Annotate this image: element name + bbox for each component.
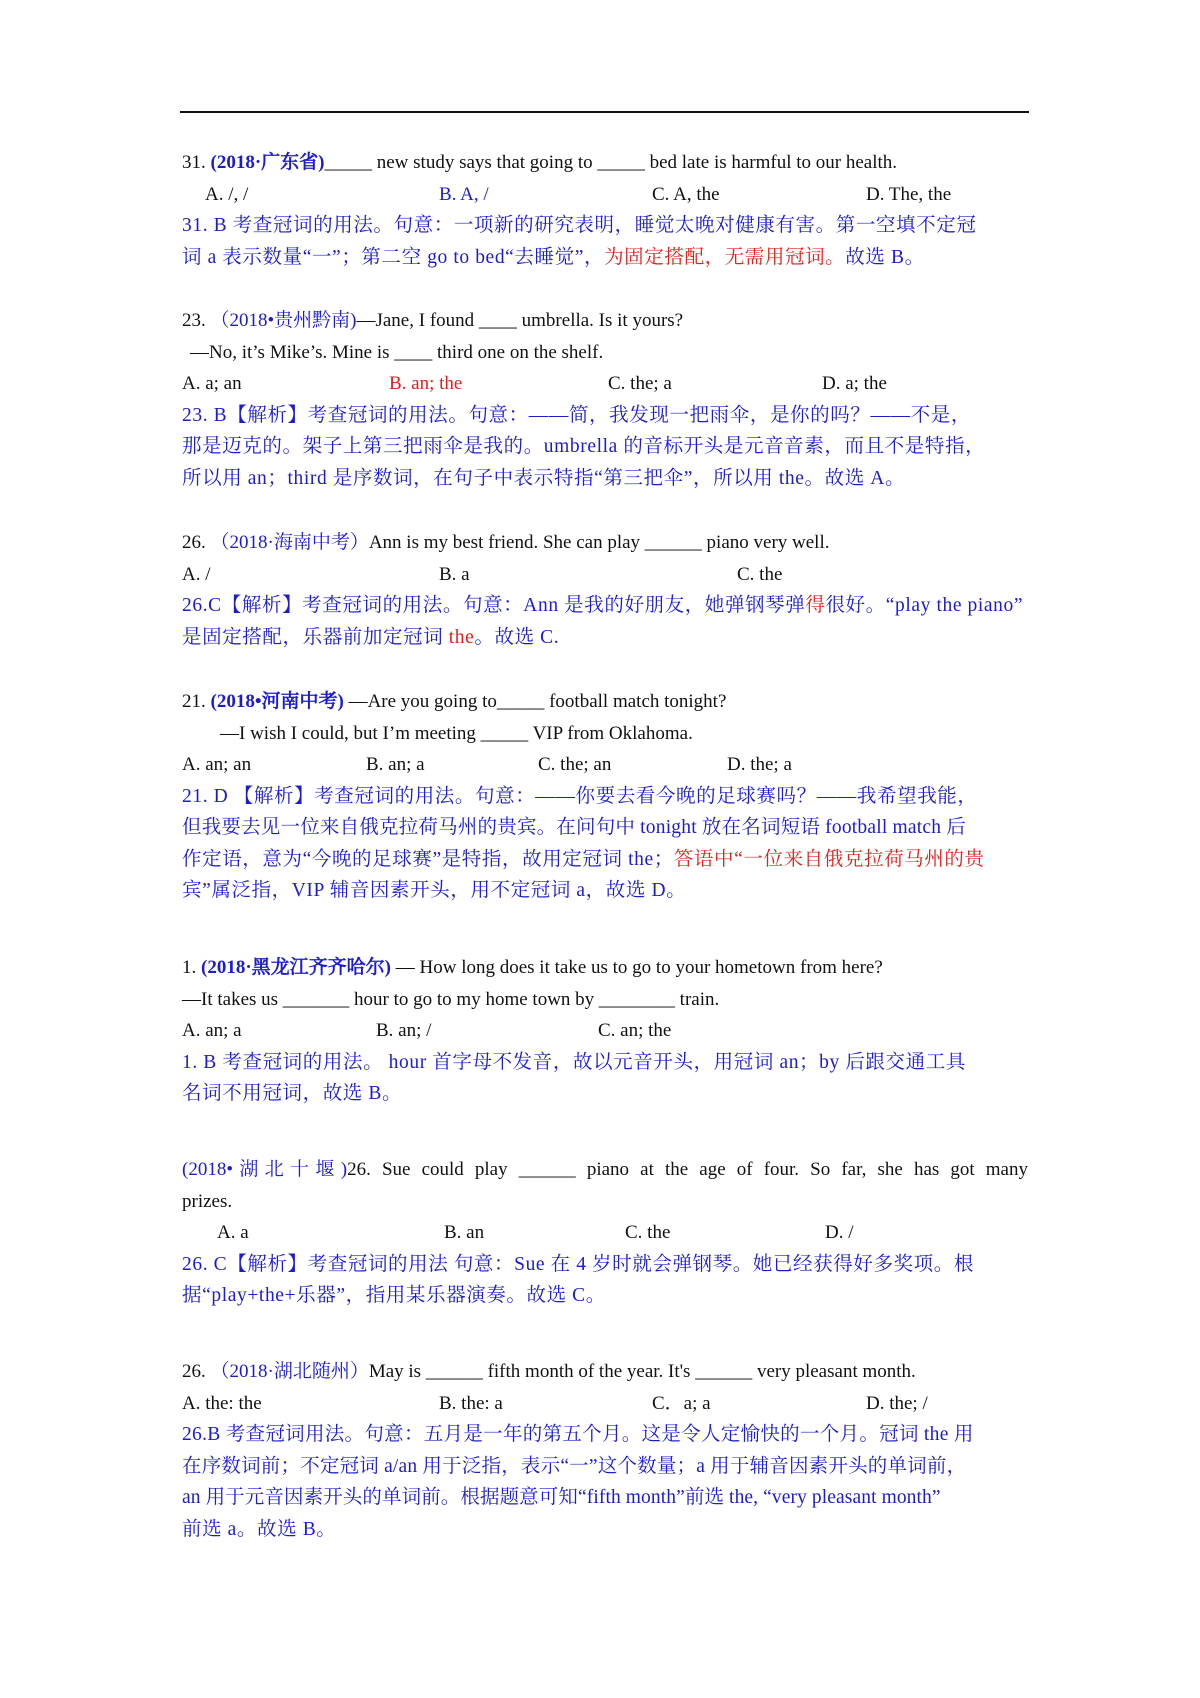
question-number: 31.: [182, 152, 206, 173]
options-row: [182, 1015, 1028, 1047]
option-c: C. the; an: [538, 754, 612, 775]
options-row: [182, 1217, 1028, 1249]
option-c: C. A, the: [652, 183, 720, 205]
answer-line: 21. D 【解析】考查冠词的用法。句意：——你要去看今晚的足球赛吗？——我希望我能，: [182, 785, 978, 807]
option-b: B. an: [444, 1222, 485, 1243]
header-rule: [180, 111, 1029, 113]
question-stem: 26. Sue could play ______ piano at the age of four. So far, she has got many: [347, 1159, 1028, 1180]
options-row: [182, 559, 1028, 591]
answer-line: 26.C【解析】考查冠词的用法。句意：Ann 是我的好朋友，她弹钢琴弹得很好。“play the piano”: [182, 595, 1024, 616]
answer-line: 26. C【解析】考查冠词的用法 句意：Sue 在 4 岁时就会弹钢琴。她已经获得好多奖项。根: [182, 1253, 974, 1275]
answer-line: 作定语，意为“今晚的足球赛”是特指，故用定冠词 the；答语中“一位来自俄克拉荷马州的贵: [182, 848, 985, 870]
answer-line: 1. B 考查冠词的用法。 hour 首字母不发音，故以元音开头，用冠词 an；by 后跟交通工具: [182, 1051, 966, 1073]
answer-line: 前选 a。故选 B。: [182, 1518, 337, 1540]
option-d: D. the; /: [866, 1392, 928, 1414]
option-a: A. /, /: [205, 183, 249, 205]
option-a: A. the: the: [182, 1392, 262, 1414]
answer-line: 23. B【解析】考查冠词的用法。句意：——简，我发现一把雨伞，是你的吗？——不是，: [182, 404, 971, 426]
question-21: [182, 686, 1028, 907]
question-source: （2018·海南中考）: [210, 532, 369, 553]
option-c: C. an; the: [598, 1020, 672, 1041]
question-number: 26.: [182, 1361, 206, 1382]
options-row: [182, 368, 1028, 400]
options-row: [182, 749, 1028, 781]
option-b: B. a: [439, 563, 470, 585]
answer-line: 但我要去见一位来自俄克拉荷马州的贵宾。在问句中 tonight 放在名词短语 football match 后: [182, 817, 966, 838]
question-stem: —Jane, I found ____ umbrella. Is it yours?: [356, 310, 684, 331]
question-stem-line2: —It takes us _______ hour to go to my home town by ________ train.: [182, 988, 720, 1010]
option-d: D. the; a: [727, 754, 792, 775]
options-row: [182, 1388, 1028, 1420]
question-number: 23.: [182, 310, 206, 331]
question-26-hainan: [182, 527, 1028, 653]
answer-line: 那是迈克的。架子上第三把雨伞是我的。umbrella 的音标开头是元音音素，而且不是特指，: [182, 436, 986, 457]
option-c: C. the: [625, 1222, 671, 1243]
option-b: B. an; a: [366, 754, 425, 775]
answer-highlight: the: [448, 626, 475, 648]
option-a: A. an; a: [182, 1020, 242, 1041]
option-a: A. /: [182, 563, 211, 585]
answer-line: 据“play+the+乐器”，指用某乐器演奏。故选 C。: [182, 1285, 606, 1306]
question-23: [182, 305, 1028, 494]
option-a: A. an; an: [182, 754, 252, 775]
question-source: (2018·黑龙江齐齐哈尔): [201, 957, 391, 978]
question-stem-line2: —I wish I could, but I’m meeting _____ VIP from Oklahoma.: [220, 722, 693, 744]
answer-line: 名词不用冠词，故选 B。: [182, 1083, 403, 1104]
option-b: B. A, /: [439, 183, 489, 205]
question-stem-line2: prizes.: [182, 1190, 233, 1212]
question-source: (2018•河南中考): [210, 691, 344, 712]
question-number: 1.: [182, 957, 197, 978]
answer-highlight: 得: [805, 595, 826, 616]
option-a: A. a: [217, 1222, 249, 1243]
question-stem: — How long does it take us to go to your hometown from here?: [391, 957, 883, 978]
answer-line: an 用于元音因素开头的单词前。根据题意可知“fifth month”前选 the, “very pleasant month”: [182, 1487, 941, 1508]
option-b: B. an; the: [389, 373, 463, 394]
option-a: A. a; an: [182, 373, 242, 394]
answer-highlight: 答语中“一位来自俄克拉荷马州的贵: [673, 848, 985, 870]
question-31: [182, 147, 1028, 273]
question-source: (2018•湖北十堰): [182, 1159, 348, 1180]
option-c: C. the; a: [608, 373, 672, 394]
option-b: B. an; /: [376, 1020, 432, 1041]
question-number: 21.: [182, 691, 206, 712]
option-c: C. the: [737, 563, 783, 585]
answer-highlight: 为固定搭配，无需用冠词。: [604, 246, 846, 268]
answer-line: 31. B 考查冠词的用法。句意：一项新的研究表明，睡觉太晚对健康有害。第一空填不定冠: [182, 215, 977, 236]
option-b: B. the: a: [439, 1392, 503, 1414]
question-source: （2018•贵州黔南): [210, 310, 357, 331]
option-d: D. /: [825, 1222, 854, 1243]
question-stem-line2: —No, it’s Mike’s. Mine is ____ third one on the shelf.: [190, 341, 604, 363]
answer-line: 词 a 表示数量“一”；第二空 go to bed“去睡觉”，为固定搭配，无需用冠词。故选 B。: [182, 246, 925, 268]
options-row: [182, 179, 1028, 211]
question-26-shiyan: [182, 1154, 1028, 1312]
answer-line: 所以用 an；third 是序数词，在句子中表示特指“第三把伞”，所以用 the。故选 A。: [182, 467, 906, 489]
question-source: （2018·湖北随州）: [210, 1361, 369, 1382]
option-d: D. The, the: [866, 183, 952, 205]
answer-line: 是固定搭配，乐器前加定冠词 the。故选 C.: [182, 626, 560, 648]
question-source: (2018·广东省): [210, 152, 325, 173]
question-stem: Ann is my best friend. She can play ______ piano very well.: [368, 532, 830, 553]
answer-line: 宾”属泛指，VIP 辅音因素开头，用不定冠词 a，故选 D。: [182, 880, 687, 901]
question-stem: _____ new study says that going to _____ bed late is harmful to our health.: [324, 152, 898, 173]
answer-line: 26.B 考查冠词用法。句意：五月是一年的第五个月。这是令人定愉快的一个月。冠词 the 用: [182, 1424, 974, 1445]
question-1: [182, 952, 1028, 1110]
answer-line: 在序数词前；不定冠词 a/an 用于泛指，表示“一”这个数量；a 用于辅音因素开头的单词前，: [182, 1455, 967, 1477]
question-number: 26.: [182, 532, 206, 553]
question-stem-line1: [182, 1154, 1028, 1186]
question-stem: May is ______ fifth month of the year. It's ______ very pleasant month.: [368, 1361, 916, 1382]
question-26-suizhou: [182, 1356, 1028, 1545]
option-d: D. a; the: [822, 373, 887, 394]
option-c: C．a; a: [652, 1392, 711, 1414]
question-stem: —Are you going to_____ football match tonight?: [343, 691, 727, 712]
